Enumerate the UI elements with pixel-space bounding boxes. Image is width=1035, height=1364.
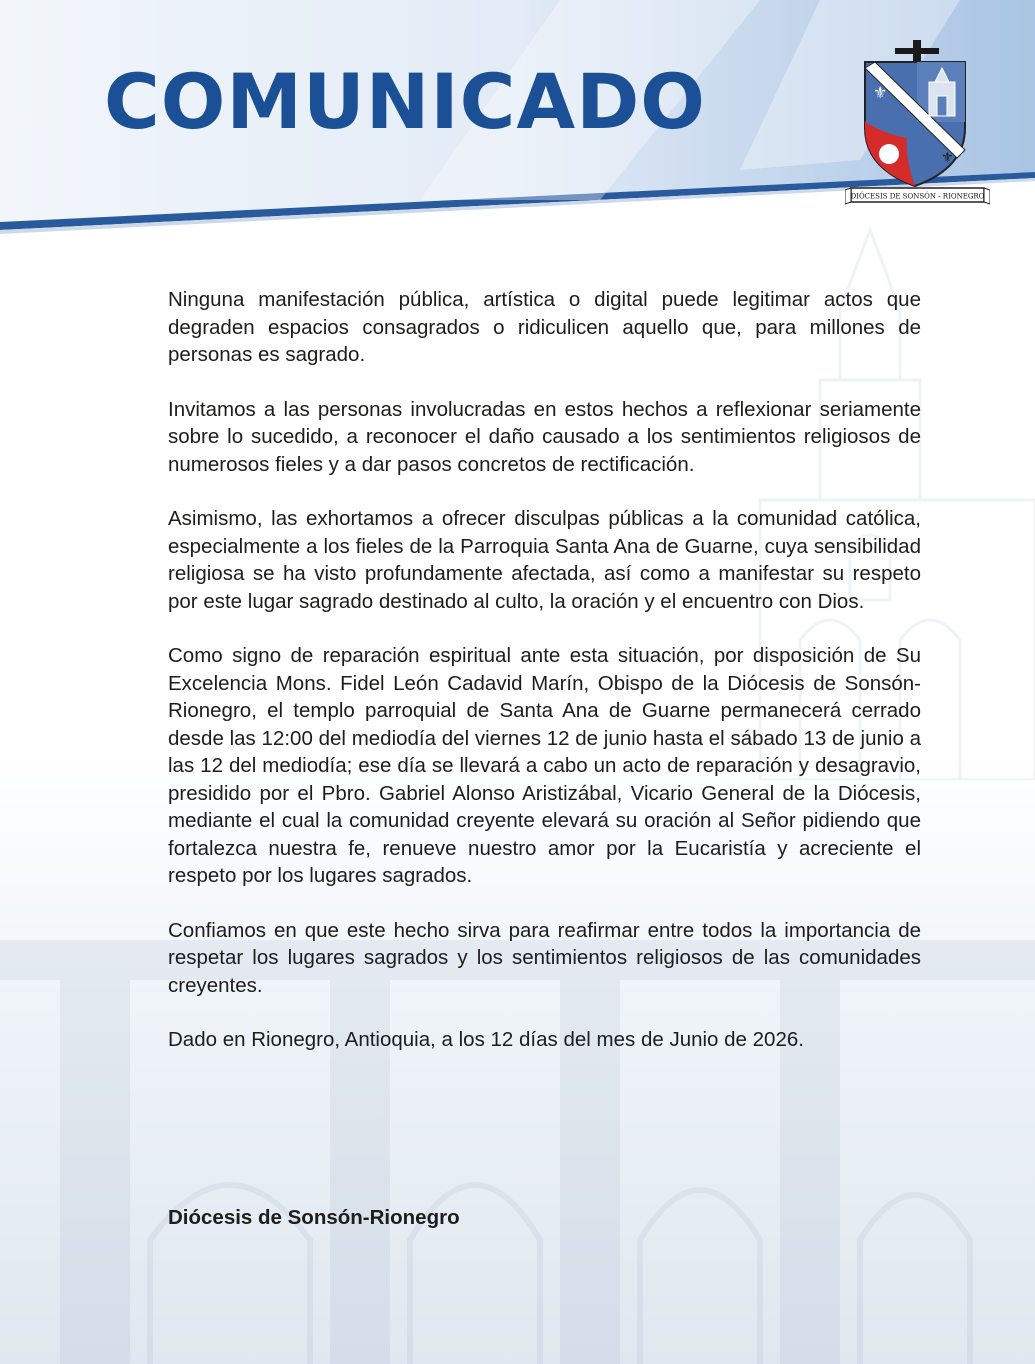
diocese-crest-icon bbox=[845, 38, 990, 213]
svg-text:DIÓCESIS DE SONSÓN - RIONEGRO: DIÓCESIS DE SONSÓN - RIONEGRO bbox=[850, 192, 985, 201]
signature: Diócesis de Sonsón-Rionegro bbox=[168, 1206, 460, 1229]
paragraph: Asimismo, las exhortamos a ofrecer disculpas públicas a la comunidad católica, especialmente a los fieles de la Parroquia Santa Ana de Guarne, cuya sensibilidad religiosa se ha visto profundamente afectada, así como a manifestar su respeto por este lugar sagrado destinado al culto, la oración y el encuentro con Dios. bbox=[168, 507, 921, 613]
paragraph: Confiamos en que este hecho sirva para reafirmar entre todos la importancia de respetar los lugares sagrados y los sentimientos religiosos de las comunidades creyentes. bbox=[168, 918, 921, 997]
paragraph: Invitamos a las personas involucradas en estos hechos a reflexionar seriamente sobre lo sucedido, a reconocer el daño causado a los sentimientos religiosos de numerosos fieles y a dar pasos concretos de rectificación. bbox=[168, 397, 921, 476]
statement-body bbox=[168, 286, 921, 1081]
paragraph: Como signo de reparación espiritual ante esta situación, por disposición de Su Excelencia Mons. Fidel León Cadavid Marín, Obispo de la Diócesis de Sonsón-Rionegro, el templo parroquial de Santa Ana de Guarne permanecerá cerrado desde las 12:00 del mediodía del viernes 12 de junio hasta el sábado 13 de junio a las 12 del mediodía; ese día se llevará a cabo un acto de reparación y desagravio, presidido por el Pbro. Gabriel Alonso Aristizábal, Vicario General de la Diócesis, mediante el cual la comunidad creyente elevará su oración al Señor pidiendo que fortalezca nuestra fe, renueve nuestro amor por la Eucaristía y acreciente el respeto por los lugares sagrados. bbox=[168, 644, 921, 887]
svg-text:⚜: ⚜ bbox=[941, 150, 954, 166]
page-title: COMUNICADO bbox=[104, 57, 706, 146]
svg-text:⚜: ⚜ bbox=[873, 83, 888, 102]
date-line: Dado en Rionegro, Antioquia, a los 12 días del mes de Junio de 2026. bbox=[168, 1028, 804, 1051]
paragraph: Ninguna manifestación pública, artística o digital puede legitimar actos que degraden espacios consagrados o ridiculicen aquello que, para millones de personas es sagrado. bbox=[168, 288, 921, 366]
